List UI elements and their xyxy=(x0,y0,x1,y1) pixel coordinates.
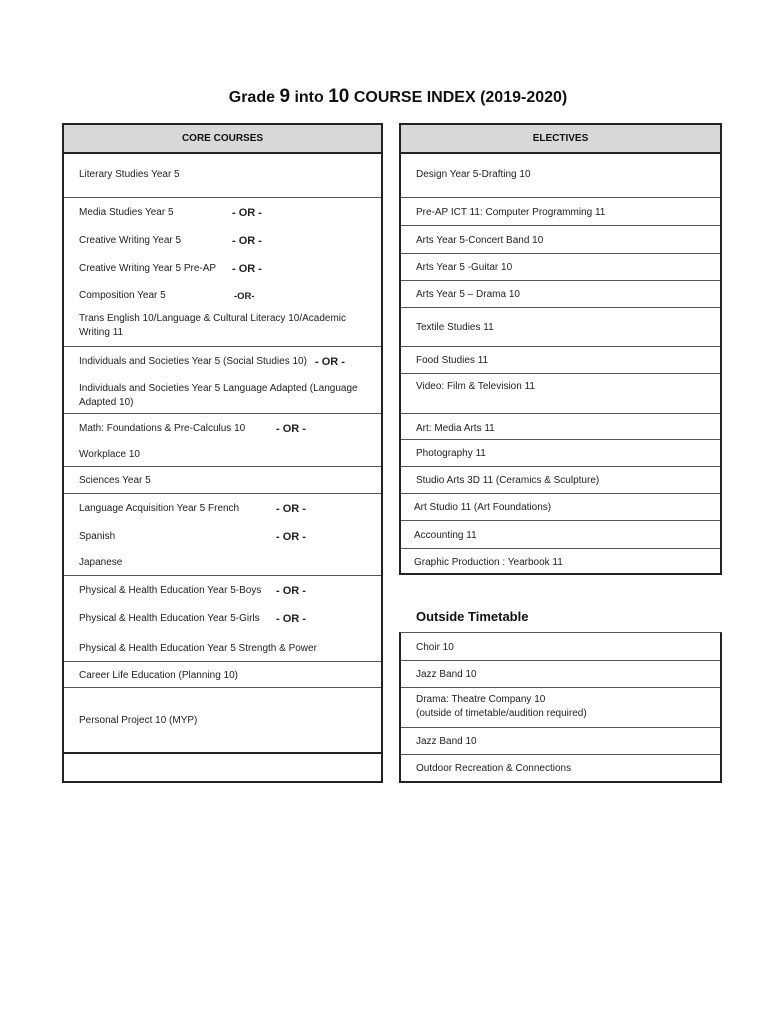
course-label: Design Year 5-Drafting 10 xyxy=(416,169,531,180)
title-grade-to: 10 xyxy=(328,86,350,107)
course-label: Spanish xyxy=(79,531,116,542)
core-row xyxy=(64,632,381,662)
elective-row xyxy=(401,374,720,414)
elective-row xyxy=(401,152,720,198)
or-separator: - OR - xyxy=(232,235,262,247)
core-row xyxy=(64,494,381,522)
course-label: Choir 10 xyxy=(416,642,454,653)
or-separator: - OR - xyxy=(276,423,306,435)
course-label: Arts Year 5 -Guitar 10 xyxy=(416,262,513,273)
elective-row xyxy=(401,494,720,521)
course-label: Composition Year 5 xyxy=(79,290,166,301)
course-label: Art: Media Arts 11 xyxy=(416,423,495,434)
or-separator: - OR - xyxy=(276,531,306,543)
elective-row xyxy=(401,347,720,374)
course-label: Media Studies Year 5 xyxy=(79,207,174,218)
elective-row xyxy=(401,414,720,440)
course-label: Language Acquisition Year 5 French xyxy=(79,503,240,514)
core-courses-header: CORE COURSES xyxy=(64,125,381,154)
core-row xyxy=(64,604,381,632)
course-label: Math: Foundations & Pre-Calculus 10 xyxy=(79,423,246,434)
electives-table xyxy=(399,123,722,575)
outside-timetable-heading: Outside Timetable xyxy=(416,609,529,624)
course-label: Pre-AP ICT 11: Computer Programming 11 xyxy=(416,207,606,218)
course-label: Trans English 10/Language & Cultural Literacy 10/Academic Writing 11 xyxy=(79,313,347,338)
core-row xyxy=(64,152,381,198)
core-row xyxy=(64,374,381,414)
course-label: Photography 11 xyxy=(416,448,486,459)
core-row xyxy=(64,467,381,494)
title-pre: Grade xyxy=(228,89,280,106)
core-row xyxy=(64,282,381,308)
course-label: Japanese xyxy=(79,557,123,568)
course-label: Video: Film & Television 11 xyxy=(416,381,535,392)
or-separator: - OR - xyxy=(315,356,345,368)
outside-row xyxy=(401,688,720,728)
elective-row xyxy=(401,440,720,467)
course-label: Workplace 10 xyxy=(79,449,140,460)
core-row xyxy=(64,414,381,440)
elective-row xyxy=(401,281,720,308)
course-label: Art Studio 11 (Art Foundations) xyxy=(414,502,552,513)
page-title xyxy=(0,86,770,108)
core-row xyxy=(64,254,381,282)
elective-row xyxy=(401,254,720,281)
course-label: Textile Studies 11 xyxy=(416,322,494,333)
title-grade-from: 9 xyxy=(279,86,291,107)
elective-row xyxy=(401,198,720,226)
core-row xyxy=(64,662,381,688)
course-label: Creative Writing Year 5 Pre-AP xyxy=(79,263,217,274)
elective-row xyxy=(401,308,720,347)
course-label: Jazz Band 10 xyxy=(416,669,477,680)
outside-row xyxy=(401,755,720,781)
outside-row xyxy=(401,633,720,661)
or-separator: - OR - xyxy=(276,585,306,597)
course-label: Individuals and Societies Year 5 Language Adapted (Language Adapted 10) xyxy=(79,383,358,408)
course-label: Jazz Band 10 xyxy=(416,736,477,747)
course-label: Arts Year 5 – Drama 10 xyxy=(416,289,520,300)
outside-timetable-table xyxy=(399,632,722,783)
course-label: Physical & Health Education Year 5-Boys xyxy=(79,585,262,596)
course-label: Individuals and Societies Year 5 (Social Studies 10) xyxy=(79,356,307,367)
course-label: Arts Year 5-Concert Band 10 xyxy=(416,235,544,246)
course-label: Drama: Theatre Company 10 xyxy=(416,694,546,705)
course-label: Outdoor Recreation & Connections xyxy=(416,763,572,774)
course-label: Graphic Production : Yearbook 11 xyxy=(414,557,563,568)
course-label: Career Life Education (Planning 10) xyxy=(79,670,238,681)
electives-header: ELECTIVES xyxy=(401,125,720,154)
or-separator: -OR- xyxy=(234,291,255,302)
core-row xyxy=(64,576,381,604)
elective-row xyxy=(401,549,720,573)
elective-row xyxy=(401,467,720,494)
title-mid: into xyxy=(290,89,329,106)
course-label: Food Studies 11 xyxy=(416,355,489,366)
course-label: Sciences Year 5 xyxy=(79,475,151,486)
course-label: Creative Writing Year 5 xyxy=(79,235,182,246)
outside-row xyxy=(401,661,720,688)
core-row xyxy=(64,440,381,467)
core-row xyxy=(64,522,381,549)
elective-row xyxy=(401,521,720,549)
or-separator: - OR - xyxy=(232,207,262,219)
core-row xyxy=(64,198,381,226)
core-row xyxy=(64,347,381,374)
course-note: (outside of timetable/audition required) xyxy=(416,708,587,719)
title-post: COURSE INDEX (2019-2020) xyxy=(349,89,568,106)
core-row xyxy=(64,549,381,576)
course-label: Physical & Health Education Year 5-Girls xyxy=(79,613,260,624)
empty-box xyxy=(62,754,383,783)
course-label: Accounting 11 xyxy=(414,530,477,541)
course-label: Physical & Health Education Year 5 Strength & Power xyxy=(79,643,317,654)
or-separator: - OR - xyxy=(232,263,262,275)
course-label: Personal Project 10 (MYP) xyxy=(79,715,198,726)
core-row xyxy=(64,688,381,754)
core-row xyxy=(64,308,381,347)
outside-row xyxy=(401,728,720,755)
course-label: Literary Studies Year 5 xyxy=(79,169,180,180)
or-separator: - OR - xyxy=(276,613,306,625)
course-label: Studio Arts 3D 11 (Ceramics & Sculpture) xyxy=(416,475,600,486)
or-separator: - OR - xyxy=(276,503,306,515)
core-row xyxy=(64,226,381,254)
elective-row xyxy=(401,226,720,254)
core-courses-table xyxy=(62,123,383,754)
